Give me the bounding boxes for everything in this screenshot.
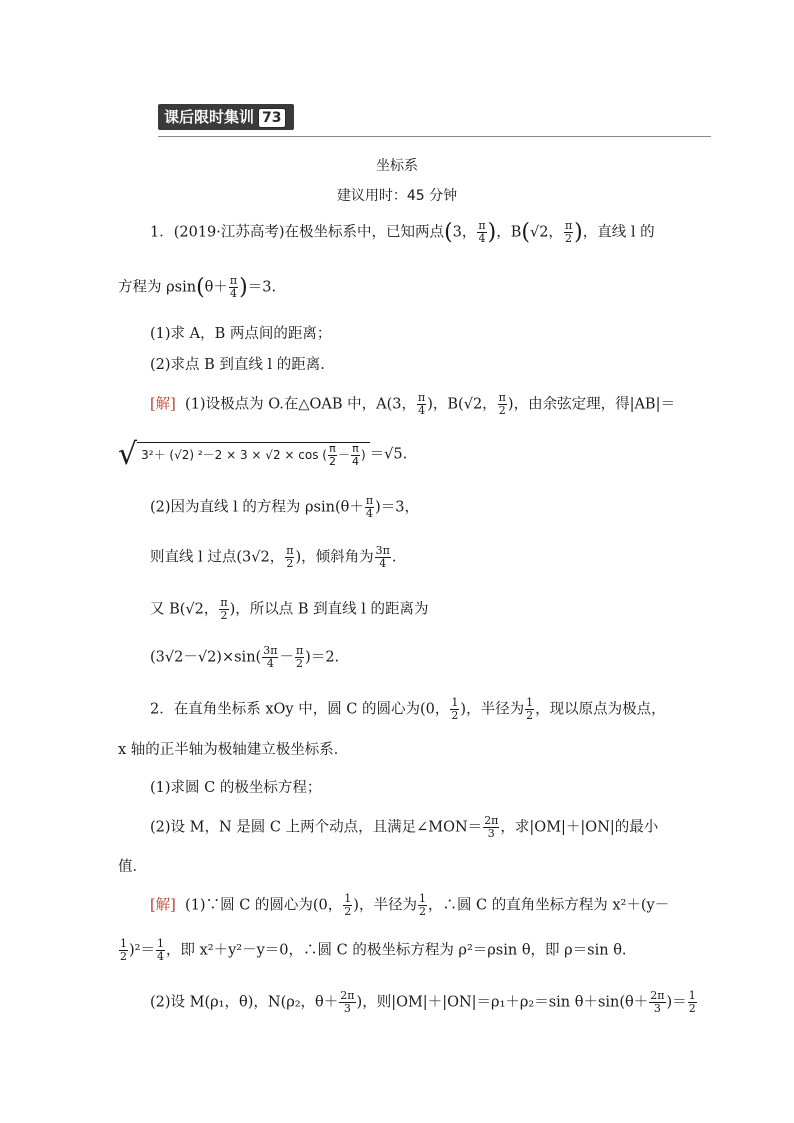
page-title: 坐标系: [376, 158, 418, 174]
q2-sub2: (2)设 M，N 是圆 C 上两个动点，且满足∠MON＝ $\frac{2\pi}{3}$ ，求|OM|＋|ON|的最小: [150, 814, 659, 840]
q1-sub2: (2)求点 B 到直线 l 的距离.: [150, 357, 325, 373]
q1-sub1: (1)求 A，B 两点间的距离；: [150, 326, 332, 342]
q2-solution1-line1: [解] (1)∵圆 C 的圆心为(0， $\frac{1}{2}$ )，半径为 $\frac{1}{2}$ ，∴圆 C 的直角坐标方程为 x²＋(y－: [150, 892, 670, 918]
q1-solution2-line1: (2)因为直线 l 的方程为 ρsin(θ＋ $\frac{\pi}{4}$ )＝3，: [150, 494, 419, 520]
header-rule: [158, 136, 711, 137]
solution-label: [解]: [150, 897, 176, 914]
q1-solution2-line2: 则直线 l 过点(3√2， $\frac{\pi}{2}$ )，倾斜角为 $\frac{3\pi}{4}$ .: [150, 544, 397, 570]
solution-label: [解]: [150, 396, 176, 413]
banner-label: 课后限时集训: [164, 108, 255, 126]
banner-number: 73: [258, 108, 285, 128]
q2-sub2-end: 值．: [118, 859, 147, 875]
q2-sub1: (1)求圆 C 的极坐标方程；: [150, 780, 322, 796]
q1-solution2-line4: (3√2－√2)×sin( $\frac{3\pi}{4}$ － $\frac{\pi}{2}$ )＝2.: [150, 644, 340, 670]
q2-solution1-line2: $\frac{1}{2}$ )²＝ $\frac{1}{4}$ ，即 x²＋y²－y＝0，∴圆 C 的极坐标方程为 ρ²＝ρsin θ，即 ρ＝sin θ.: [120, 937, 627, 963]
page-subtitle: 建议用时：45 分钟: [336, 188, 458, 204]
q2-line1: 2．在直角坐标系 xOy 中，圆 C 的圆心为(0， $\frac{1}{2}$ )，半径为 $\frac{1}{2}$ ，现以原点为极点，: [150, 696, 666, 722]
q1-solution-radical: √ 3²＋ (√2) ²－2 × 3 × √2 × cos ( $\frac{\pi}{2}$ － $\frac{\pi}{4}$ ) ＝√5.: [118, 437, 408, 472]
q1-solution2-line3: 又 B(√2， $\frac{\pi}{2}$ )，所以点 B 到直线 l 的距离为: [150, 596, 429, 622]
q1-line1: 1．(2019·江苏高考)在极坐标系中，已知两点(3， $\frac{\pi}{4}$ )，B(√2， $\frac{\pi}{2}$ )，直线 l 的: [150, 219, 655, 245]
q2-line2: x 轴的正半轴为极轴建立极坐标系．: [118, 742, 349, 758]
q1-solution-line1: [解] (1)设极点为 O.在△OAB 中，A(3， $\frac{\pi}{4}$ )，B(√2， $\frac{\pi}{2}$ )，由余弦定理，得|AB|＝: [150, 391, 675, 417]
q1-line2: 方程为 ρsin(θ＋ $\frac{\pi}{4}$ )＝3.: [118, 274, 277, 300]
section-banner: [158, 104, 294, 130]
q2-solution2-line1: (2)设 M(ρ₁，θ)，N(ρ₂，θ＋ $\frac{2\pi}{3}$ )，则|OM|＋|ON|＝ρ₁＋ρ₂＝sin θ＋sin(θ＋ $\frac{2\pi}{3}$ )＝ $\frac{1}{2}$: [150, 989, 696, 1015]
